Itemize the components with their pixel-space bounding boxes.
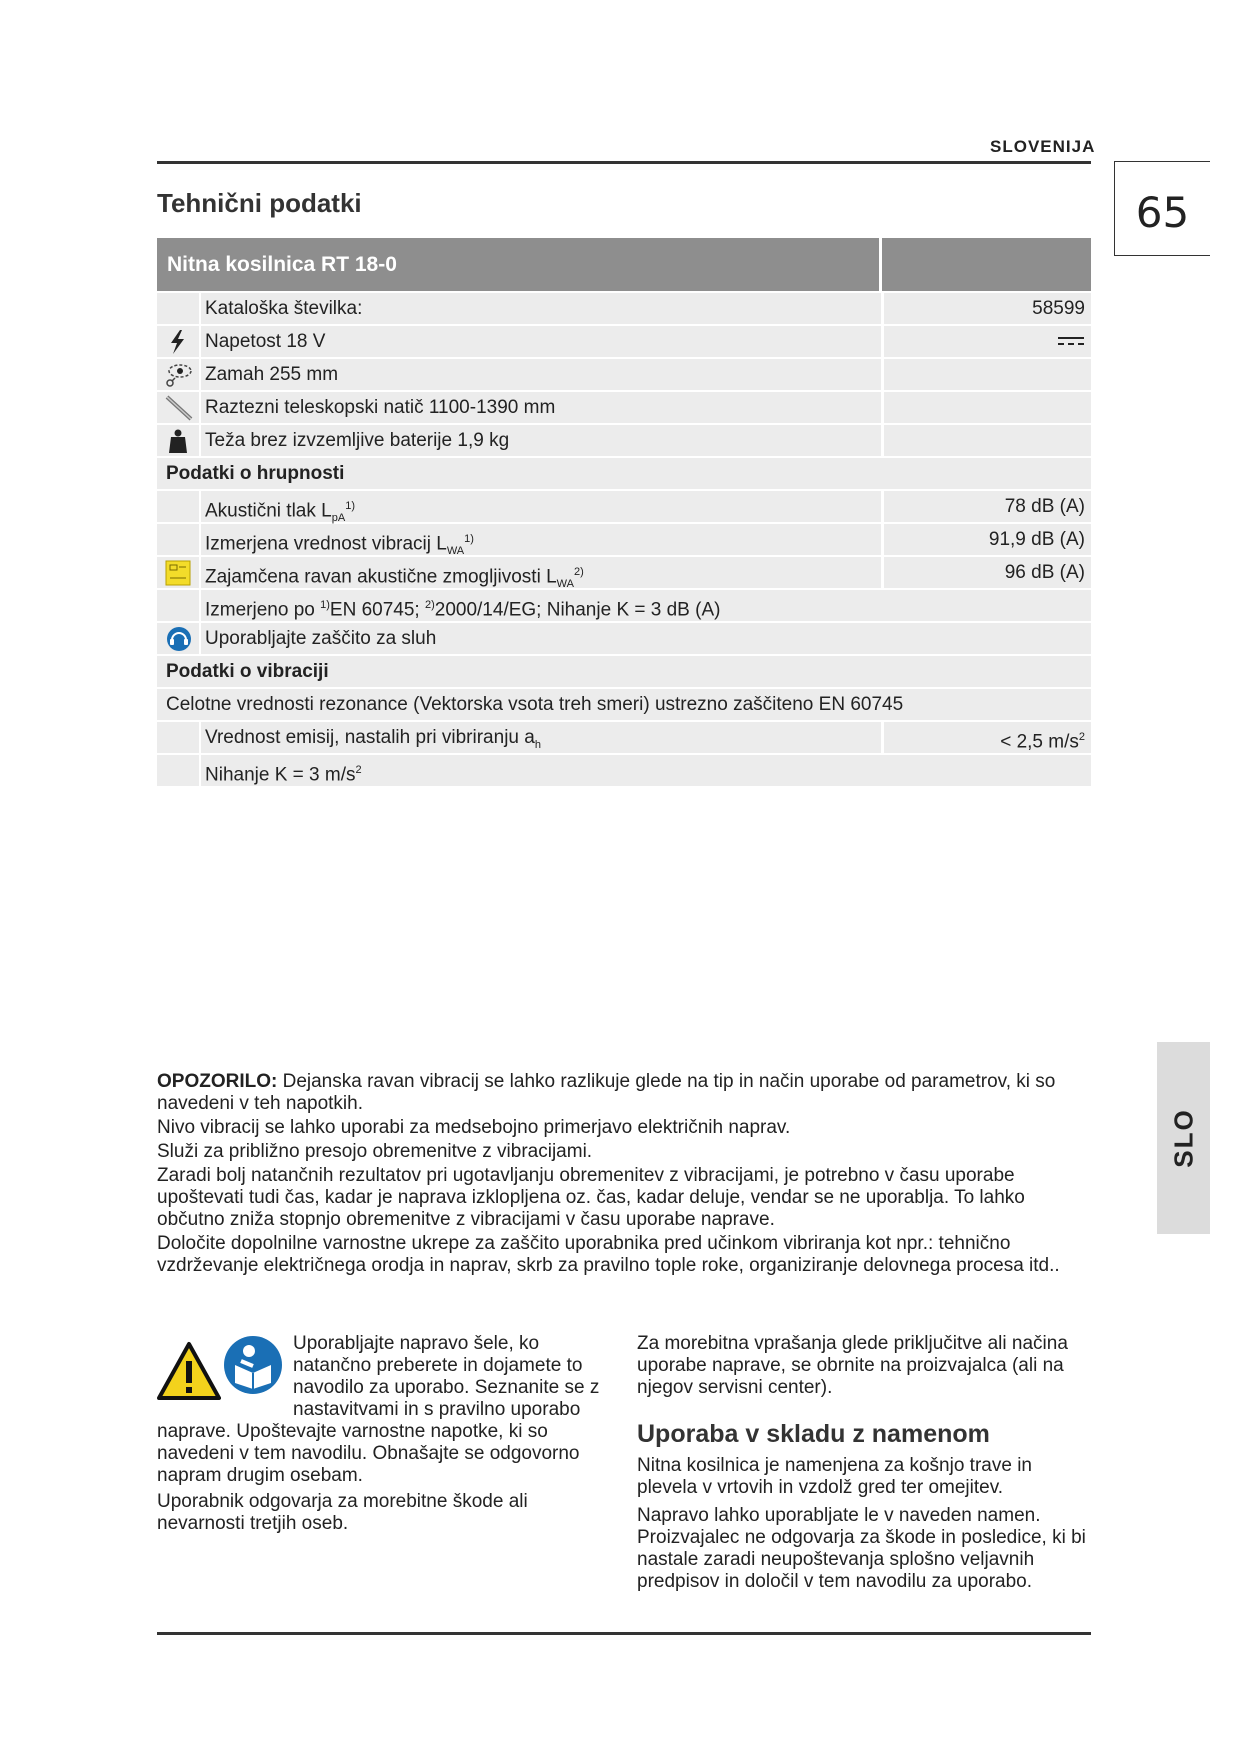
cutting-width-icon bbox=[165, 362, 193, 388]
warning-triangle-icon bbox=[157, 1341, 221, 1401]
table-row-handle bbox=[157, 392, 1091, 423]
table-row-uncertainty bbox=[157, 755, 1091, 786]
usage-column bbox=[637, 1333, 1092, 1599]
lightning-icon bbox=[165, 329, 191, 355]
instructions-paragraph-1: Uporabljajte napravo šele, ko natančno preberete in dojamete to navodilo za uporabo. Seznanite se z nastavitvami in s pravilno uporabo naprave. Upoštevajte varnostne napotke, ki so navedeni v tem navodilu. Obnašajte se odgovorno napram drugim osebam. bbox=[157, 1333, 600, 1486]
intended-use-title: Uporaba v skladu z namenom bbox=[637, 1420, 990, 1448]
emission-label: Vrednost emisij, nastalih pri vibriranju $a_h$ bbox=[201, 722, 881, 753]
measured-power-label: Izmerjena vrednost vibracij $L_{WA}^{1)}$ bbox=[201, 524, 881, 555]
measured-power-value: 91,9 dB (A) bbox=[884, 524, 1091, 555]
table-row-measured-power bbox=[157, 524, 1091, 558]
noise-heading: Podatki o hrupnosti bbox=[157, 458, 1091, 489]
vibration-heading-row bbox=[157, 656, 1091, 687]
emission-value: < 2,5 $m/s^2$ bbox=[884, 722, 1091, 753]
warning-label: OPOZORILO: bbox=[157, 1071, 278, 1092]
catalog-value: 58599 bbox=[884, 293, 1091, 324]
total-values-text: Celotne vrednosti rezonance (Vektorska vsota treh smeri) ustrezno zaščiteno EN 60745 bbox=[157, 689, 1091, 720]
instructions-column bbox=[157, 1333, 612, 1539]
weight-icon bbox=[165, 428, 191, 454]
voltage-value bbox=[884, 326, 1091, 357]
voltage-label: Napetost 18 V bbox=[201, 326, 881, 357]
spec-table bbox=[157, 238, 1091, 786]
table-row-hearing bbox=[157, 623, 1091, 654]
telescopic-handle-icon bbox=[165, 395, 193, 421]
measured-per-label: Izmerjeno po $^{1)}$EN 60745; $^{2)}$2000/14/EG; Nihanje K = 3 dB (A) bbox=[201, 590, 1091, 621]
intended-use-paragraph-2: Napravo lahko uporabljate le v naveden namen. Proizvajalec ne odgovarja za škode in posledice, ki bi nastale zaradi neupoštevanja splošno veljavnih predpisov in določil v tem navodilu za uporabo. bbox=[637, 1505, 1086, 1592]
table-row-swath bbox=[157, 359, 1091, 390]
total-values-row bbox=[157, 689, 1091, 720]
safety-icons bbox=[157, 1333, 287, 1403]
table-header-value-cell bbox=[882, 238, 1091, 291]
warning-line-4: Zaradi bolj natančnih rezultatov pri ugotavljanju obremenitev z vibracijami, je potrebno v času uporabe upoštevati tudi čas, kadar je naprava izklopljena oz. čas, kadar deluje, vendar se ne uporablja. To lahko občutno zniža stopnjo obremenitve z vibracijami v času uporabe naprave. bbox=[157, 1165, 1025, 1230]
page-number: 65 bbox=[1135, 188, 1190, 237]
vibration-heading: Podatki o vibraciji bbox=[157, 656, 1091, 687]
bottom-rule bbox=[157, 1632, 1091, 1635]
catalog-label: Kataloška številka: bbox=[201, 293, 881, 324]
language-tab bbox=[1157, 1042, 1210, 1234]
read-manual-icon bbox=[223, 1335, 283, 1395]
weight-label: Teža brez izvzemljive baterije 1,9 kg bbox=[201, 425, 881, 456]
sound-pressure-value: 78 dB (A) bbox=[884, 491, 1091, 522]
hearing-label: Uporabljajte zaščito za sluh bbox=[201, 623, 1091, 654]
dc-current-icon bbox=[1057, 335, 1085, 347]
warning-line-1: Dejanska ravan vibracij se lahko razlikuje glede na tip in način uporabe od parametrov, ki so navedeni v teh napotkih. bbox=[157, 1071, 1056, 1114]
warning-line-2: Nivo vibracij se lahko uporabi za medsebojno primerjavo električnih naprav. bbox=[157, 1117, 791, 1138]
table-row-catalog bbox=[157, 293, 1091, 324]
guaranteed-power-value: 96 dB (A) bbox=[884, 557, 1091, 588]
hearing-protection-icon bbox=[165, 626, 193, 654]
vibration-warning bbox=[157, 1071, 1091, 1279]
guaranteed-power-label: Zajamčena ravan akustične zmogljivosti $L_{WA}^{2)}$ bbox=[201, 557, 881, 588]
noise-heading-row bbox=[157, 458, 1091, 489]
top-rule bbox=[157, 161, 1091, 164]
table-row-guaranteed-power bbox=[157, 557, 1091, 591]
table-row-weight bbox=[157, 425, 1091, 456]
contact-paragraph: Za morebitna vprašanja glede priključitve ali načina uporabe naprave, se obrnite na proizvajalca (ali na njegov servisni center). bbox=[637, 1333, 1068, 1398]
table-header bbox=[157, 238, 1091, 291]
table-title: Nitna kosilnica RT 18-0 bbox=[157, 238, 879, 291]
section-title: Tehnični podatki bbox=[157, 188, 362, 218]
language-tab-label: SLO bbox=[1168, 1108, 1198, 1168]
warning-line-5: Določite dopolnilne varnostne ukrepe za zaščito uporabnika pred učinkom vibriranja kot npr.: tehnično vzdrževanje električnega orodja in naprav, skrb za pravilno tople roke, organiziranje delovnega procesa itd.. bbox=[157, 1233, 1060, 1276]
noise-label-icon bbox=[165, 560, 191, 586]
uncertainty-label: Nihanje K = 3 $m/s^2$ bbox=[201, 755, 1091, 786]
warning-line-3: Služi za približno presojo obremenitve z vibracijami. bbox=[157, 1141, 593, 1162]
table-row-voltage bbox=[157, 326, 1091, 357]
swath-label: Zamah 255 mm bbox=[201, 359, 881, 390]
instructions-paragraph-2: Uporabnik odgovarja za morebitne škode ali nevarnosti tretjih oseb. bbox=[157, 1491, 528, 1534]
handle-label: Raztezni teleskopski natič 1100-1390 mm bbox=[201, 392, 881, 423]
table-row-sound-pressure bbox=[157, 491, 1091, 525]
country-label: SLOVENIJA bbox=[990, 137, 1096, 156]
table-row-emission bbox=[157, 722, 1091, 753]
page-number-box bbox=[1114, 161, 1210, 256]
sound-pressure-label: Akustični tlak $L_{pA}^{1)}$ bbox=[201, 491, 881, 522]
table-row-measured-per bbox=[157, 590, 1091, 621]
intended-use-paragraph-1: Nitna kosilnica je namenjena za košnjo trave in plevela v vrtovih in vzdolž gred ter omejitev. bbox=[637, 1455, 1032, 1498]
